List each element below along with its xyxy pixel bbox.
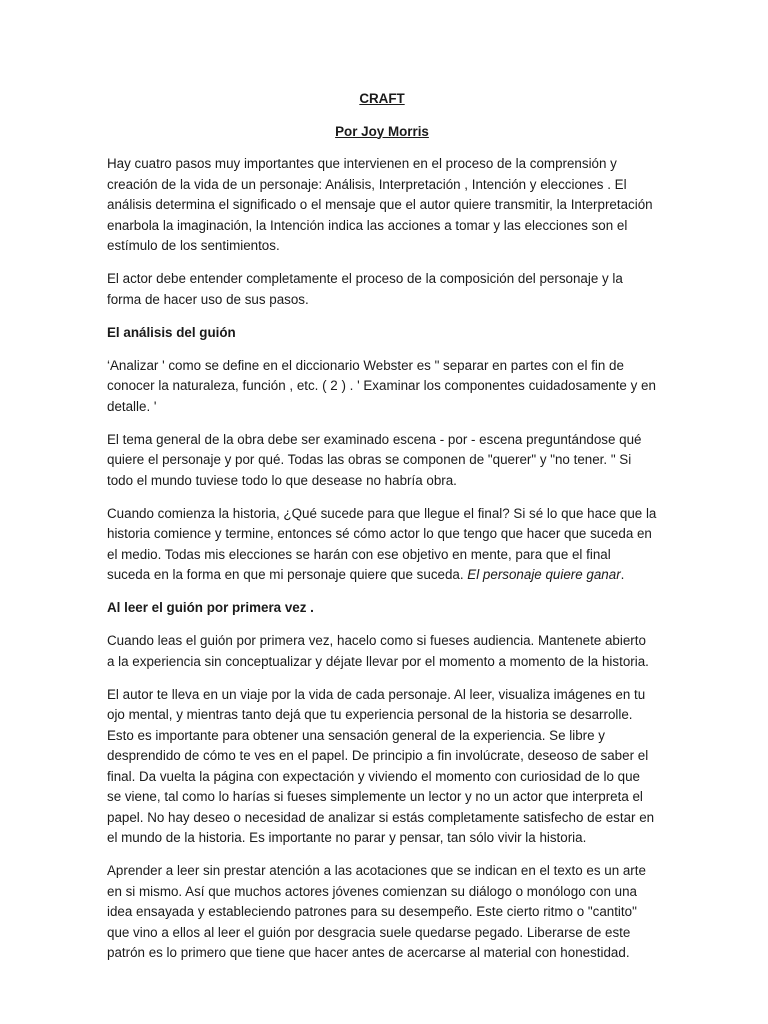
paragraph-audiencia: Cuando leas el guión por primera vez, hacelo como si fueses audiencia. Mantenete abierto a la experiencia sin conceptualizar y déjate llevar por el momento a momento de la historia. bbox=[107, 633, 649, 669]
paragraph-viaje: El autor te lleva en un viaje por la vida de cada personaje. Al leer, visualiza imágenes en tu ojo mental, y mientras tanto dejá que tu experiencia personal de la historia se desarrolle. Esto es importante para obtener una sensación general de la experiencia. Se libre y desprendido de cómo te ves en el papel. De principio a fin involúcrate, deseoso de saber el final. Da vuelta la página con expectación y viviendo el momento con curiosidad de lo que se viene, tal como lo harías si fueses simplemente un lector y no un actor que interpreta el papel. No hay deseo o necesidad de analizar si estás completamente satisfecho de estar en el mundo de la historia. Es importante no parar y pensar, tan sólo vivir la historia. bbox=[107, 686, 655, 845]
document-author: Por Joy Morris bbox=[335, 123, 429, 139]
paragraph-tema: El tema general de la obra debe ser examinado escena - por - escena preguntándose qué quiere el personaje y por qué. Todas las obras se componen de "querer" y "no tener. " Si todo el mundo tuviese todo lo que desease no habría obra. bbox=[107, 431, 642, 488]
paragraph-actor: El actor debe entender completamente el proceso de la composición del personaje y la forma de hacer uso de sus pasos. bbox=[107, 271, 623, 307]
paragraph-analizar: ‘Analizar ' como se define en el diccionario Webster es " separar en partes con el fin de conocer la naturaleza, función , etc. ( 2 ) . ' Examinar los componentes cuidadosamente y en detalle. ' bbox=[107, 357, 656, 414]
paragraph-historia bbox=[107, 504, 657, 586]
section-heading-primera-vez: Al leer el guión por primera vez . bbox=[107, 600, 314, 615]
paragraph-intro: Hay cuatro pasos muy importantes que intervienen en el proceso de la comprensión y creación de la vida de un personaje: Análisis, Interpretación , Intención y elecciones . El análisis determina el significado o el mensaje que el autor quiere transmitir, la Interpretación enarbola la imaginación, la Intención indica las acciones a tomar y las elecciones son el estímulo de los sentimientos. bbox=[107, 156, 653, 253]
paragraph-historia-text: Cuando comienza la historia, ¿Qué sucede para que llegue el final? Si sé lo que hace que la historia comience y termine, entonces sé cómo actor lo que tengo que hacer que suceda en el medio. Todas mis elecciones se harán con ese objetivo en mente, para que el final suceda en la forma en que mi personaje quiere que suceda. bbox=[107, 505, 657, 582]
document-title: CRAFT bbox=[359, 91, 405, 106]
paragraph-historia-italic: El personaje quiere ganar bbox=[467, 567, 621, 582]
paragraph-historia-end: . bbox=[620, 567, 625, 582]
document-page bbox=[107, 89, 657, 976]
section-heading-analisis: El análisis del guión bbox=[107, 324, 236, 340]
paragraph-acotaciones: Aprender a leer sin prestar atención a las acotaciones que se indican en el texto es un arte en si mismo. Así que muchos actores jóvenes comienzan su diálogo o monólogo con una idea ensayada y estableciendo patrones para su desempeño. Este cierto ritmo o "cantito" que vino a ellos al leer el guión por desgracia suele quedarse pegado. Liberarse de este patrón es lo primero que tiene que hacer antes de acercarse al material con honestidad. bbox=[107, 863, 646, 960]
